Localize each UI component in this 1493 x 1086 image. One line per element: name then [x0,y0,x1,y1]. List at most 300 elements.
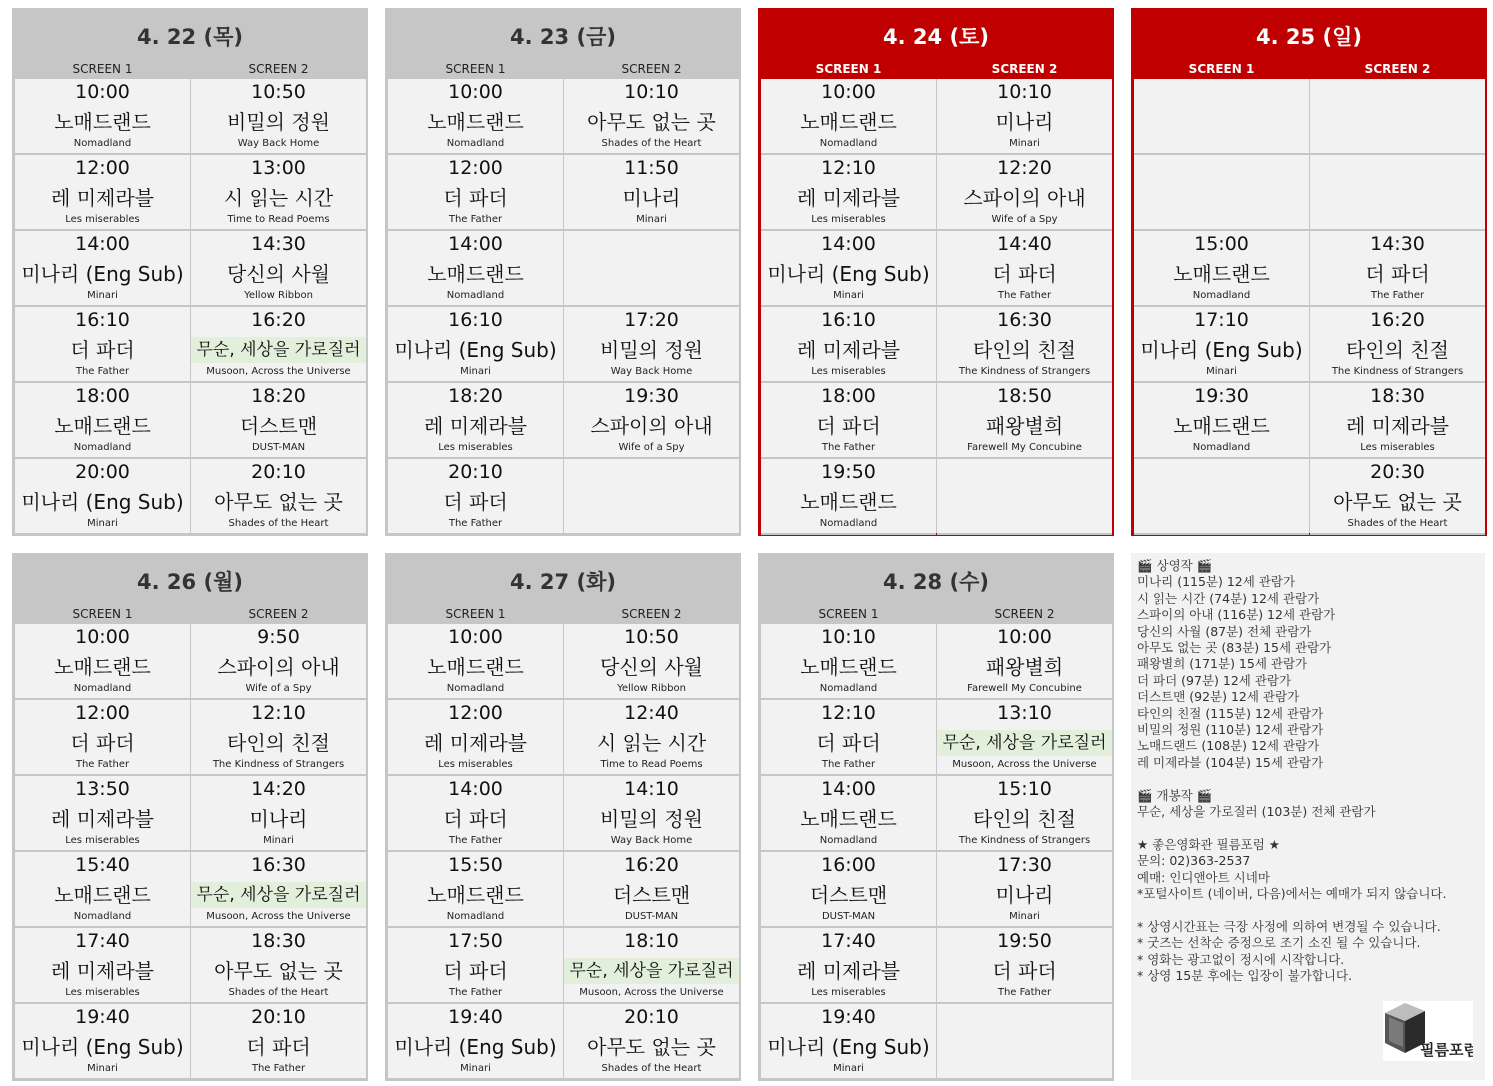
movie-title-kr: 더 파더 [246,1035,311,1059]
day-date: 4. 27 (화) [510,570,616,594]
showtime: 17:20 [624,309,679,331]
showtime-slot [15,231,190,307]
day-schedule [1131,8,1487,536]
movie-title-en: Minari [87,518,118,529]
screen1-label: SCREEN 1 [72,62,133,76]
showtime: 11:50 [624,157,679,179]
screen1-column [1134,79,1309,535]
showtime: 19:50 [997,930,1052,952]
movie-title-en: Minari [87,1063,118,1074]
movie-title-kr: 미나리 (Eng Sub) [21,490,184,514]
movie-title-kr: 아무도 없는 곳 [1333,490,1462,514]
movie-title-kr: 노매드랜드 [800,490,897,514]
movie-title-kr: 더 파더 [443,807,508,831]
showtime-slot [191,700,366,776]
showtime: 18:30 [251,930,306,952]
showtime: 10:50 [251,81,306,103]
screen1-column [15,79,190,535]
movie-title-kr: 더 파더 [443,490,508,514]
screen1-label: SCREEN 1 [1188,62,1255,76]
showtime-slot [937,231,1112,307]
showtime-slot [1134,79,1309,155]
movie-title-kr: 미나리 (Eng Sub) [21,1035,184,1059]
movie-title-kr: 미나리 (Eng Sub) [1140,338,1303,362]
showtime: 20:30 [1370,461,1425,483]
showtime-slot [388,459,563,535]
movie-title-kr: 패왕별희 [985,414,1064,438]
showtime: 18:20 [251,385,306,407]
movie-title-en: Way Back Home [610,366,693,377]
showtime: 17:40 [75,930,130,952]
screen2-label: SCREEN 2 [994,607,1055,621]
info-line: * 상영 15분 후에는 입장이 불가합니다. [1137,968,1353,983]
screen2-column [191,79,366,535]
info-line: * 영화는 광고없이 정시에 시작합니다. [1137,951,1345,967]
movie-title-en: Nomadland [819,683,878,694]
movie-title-kr: 더 파더 [816,731,881,755]
showtime-slot [761,383,936,459]
movie-title-kr: 아무도 없는 곳 [587,110,716,134]
movie-title-en: The Father [448,987,503,998]
movie-title-en: Minari [636,214,667,225]
showtime-slot [564,459,739,535]
movie-title-kr [937,489,1112,515]
showtime-slot [15,852,190,928]
movie-title-en: Nomadland [819,518,878,529]
showtime-slot [761,231,936,307]
showtime: 12:00 [75,157,130,179]
showtime-slot [191,79,366,155]
movie-title-en: Minari [833,290,864,301]
showtime-slot [564,307,739,383]
movie-title-en: DUST-MAN [821,911,876,922]
movie-title-kr: 타인의 친절 [227,731,330,755]
movie-title-en: Shades of the Heart [601,138,702,149]
movie-title-en: Musoon, Across the Universe [206,366,351,377]
screen1-column [388,79,563,535]
screen1-column [15,624,190,1080]
movie-title-en: Wife of a Spy [991,214,1058,225]
showtime-slot [388,231,563,307]
movie-title-kr: 더 파더 [70,731,135,755]
showtime-slot [937,624,1112,700]
movie-title-kr [564,261,739,287]
movie-title-en: Minari [1206,366,1237,377]
showtime-slot [15,700,190,776]
showtime-slot [564,852,739,928]
movie-title-en: Yellow Ribbon [617,683,686,694]
movie-title-kr: 노매드랜드 [427,110,524,134]
showtime-slot [15,459,190,535]
movie-title-en: The Father [821,442,876,453]
showtime-slot [388,852,563,928]
showtime: 15:10 [997,778,1052,800]
showtime-slot [761,776,936,852]
showtime: 17:40 [821,930,876,952]
movie-title-kr: 노매드랜드 [54,883,151,907]
movie-title-en: Minari [87,290,118,301]
showtime-slot [761,1004,936,1080]
movie-title-en: Nomadland [1192,442,1251,453]
showtime-slot [937,1004,1112,1080]
screen1-label: SCREEN 1 [445,607,506,621]
showtime-slot [937,776,1112,852]
movie-title-en: Shades of the Heart [228,518,329,529]
showtime-slot [191,928,366,1004]
showtime-slot [761,79,936,155]
movie-title-kr: 미나리 (Eng Sub) [394,1035,557,1059]
movie-title-kr [1134,109,1309,135]
movie-title-kr: 레 미제라블 [424,414,527,438]
showtime: 9:50 [257,626,300,648]
showtime: 15:00 [1194,233,1249,255]
showtime: 18:10 [624,930,679,952]
day-date: 4. 24 (토) [883,25,989,49]
filmforum-logo-icon [1383,1001,1473,1061]
movie-title-en: Les miserables [65,987,140,998]
movie-title-kr: 노매드랜드 [54,655,151,679]
showtime: 19:50 [821,461,876,483]
showtime: 10:10 [821,626,876,648]
day-schedule [758,8,1114,536]
screen1-column [761,624,936,1080]
movie-title-en: The Father [1370,290,1425,301]
movie-title-kr: 미나리 (Eng Sub) [21,262,184,286]
movie-title-en: Les miserables [1360,442,1435,453]
day-date: 4. 28 (수) [883,570,989,594]
showtime: 13:10 [997,702,1052,724]
info-line: 더 파더 (97분) 12세 관람가 [1137,672,1292,688]
showtime-slot [761,307,936,383]
showtime: 18:50 [997,385,1052,407]
showtime: 16:00 [821,854,876,876]
showtime-slot [388,307,563,383]
info-line: * 굿즈는 선착순 증정으로 조기 소진 될 수 있습니다. [1137,935,1421,951]
showtime: 15:50 [448,854,503,876]
showtime-slot [564,928,739,1004]
showtime: 18:00 [75,385,130,407]
showtime-slot [191,155,366,231]
movie-title-kr: 무순, 세상을 가로질러 [191,337,366,363]
showtime-slot [564,231,739,307]
screen2-column [1310,79,1485,535]
showtime-slot [15,776,190,852]
showtime-slot [1134,231,1309,307]
screen2-label: SCREEN 2 [991,62,1058,76]
movie-title-kr: 노매드랜드 [1173,414,1270,438]
movie-title-en: Shades of the Heart [1347,518,1448,529]
movie-title-en: The Father [75,759,130,770]
movie-title-kr [1134,489,1309,515]
showtime: 14:30 [251,233,306,255]
day-header [1134,11,1484,79]
showtime: 15:40 [75,854,130,876]
movie-title-en: Nomadland [446,290,505,301]
showtime-slot [564,383,739,459]
screen2-column [564,79,739,535]
movie-title-en: Nomadland [446,138,505,149]
movie-title-kr: 노매드랜드 [800,807,897,831]
movie-title-kr: 레 미제라블 [797,186,900,210]
showtime: 16:20 [1370,309,1425,331]
showtime: 10:50 [624,626,679,648]
showtime-slot [388,383,563,459]
showtime-slot [564,776,739,852]
showtime: 16:10 [75,309,130,331]
screen1-column [761,79,936,535]
showtime-slot [937,700,1112,776]
movie-title-en: The Father [448,214,503,225]
showtime: 14:00 [75,233,130,255]
showtime: 20:10 [448,461,503,483]
info-line: 스파이의 아내 (116분) 12세 관람가 [1137,607,1336,623]
showtime-slot [191,852,366,928]
showtime: 12:00 [448,702,503,724]
screen1-label: SCREEN 1 [72,607,133,621]
screen2-label: SCREEN 2 [248,607,309,621]
movie-title-en: The Father [251,1063,306,1074]
movie-title-kr: 노매드랜드 [427,883,524,907]
movie-title-kr: 타인의 친절 [1346,338,1449,362]
movie-title-en: The Father [448,518,503,529]
screen1-label: SCREEN 1 [445,62,506,76]
info-line: 문의: 02)363-2537 [1137,853,1251,869]
showtime-slot [761,928,936,1004]
showtime: 14:40 [997,233,1052,255]
showtime-slot [388,776,563,852]
svg-text:필름포럼: 필름포럼 [1420,1041,1473,1059]
day-header [15,11,365,79]
movie-title-en: The Kindness of Strangers [958,835,1091,846]
showtime-slot [388,1004,563,1080]
showtime: 17:30 [997,854,1052,876]
movie-title-en: Time to Read Poems [600,759,703,770]
info-line: 무순, 세상을 가로질러 (103분) 전체 관람가 [1137,804,1376,819]
showtime: 10:00 [448,626,503,648]
showtime-slot [564,1004,739,1080]
showtime: 14:20 [251,778,306,800]
day-schedule [385,553,741,1081]
movie-title-kr: 더스트맨 [239,414,318,438]
movie-title-en: Shades of the Heart [601,1063,702,1074]
day-date: 4. 23 (금) [510,25,616,49]
day-header [388,556,738,624]
showtime-slot [1310,155,1485,231]
movie-title-kr: 시 읽는 시간 [596,731,707,755]
movie-title-kr [1310,185,1485,211]
showtime-slot [15,383,190,459]
showtime-slot [191,459,366,535]
showtime: 16:30 [997,309,1052,331]
showtime-slot [1134,459,1309,535]
movie-title-kr: 스파이의 아내 [963,186,1086,210]
movie-title-kr: 미나리 (Eng Sub) [767,1035,930,1059]
showtime-slot [388,700,563,776]
showtime-slot [937,928,1112,1004]
showtime-slot [564,624,739,700]
movie-title-en: Minari [1009,911,1040,922]
showtime-slot [937,383,1112,459]
movie-title-en: The Father [75,366,130,377]
movie-title-kr: 노매드랜드 [54,110,151,134]
screen1-label: SCREEN 1 [818,607,879,621]
movie-title-en: Wife of a Spy [618,442,685,453]
movie-title-kr: 더 파더 [443,186,508,210]
showtime-slot [761,852,936,928]
info-line: 타인의 친절 (115분) 12세 관람가 [1137,705,1324,721]
showtime: 20:10 [251,461,306,483]
movie-title-en: Way Back Home [610,835,693,846]
showtime: 19:40 [821,1006,876,1028]
day-header [761,11,1111,79]
movie-title-kr: 무순, 세상을 가로질러 [564,958,739,984]
movie-title-en: Nomadland [446,911,505,922]
day-date: 4. 22 (목) [137,25,243,49]
showtime: 12:40 [624,702,679,724]
showtime: 20:00 [75,461,130,483]
showtime: 12:00 [75,702,130,724]
showtime-slot [761,155,936,231]
movie-title-kr: 비밀의 정원 [600,338,703,362]
showtime-slot [191,624,366,700]
showtime-slot [761,624,936,700]
movie-title-en: Les miserables [438,442,513,453]
showtime: 16:20 [251,309,306,331]
day-schedule [12,553,368,1081]
showtime: 17:50 [448,930,503,952]
movie-title-kr: 미나리 (Eng Sub) [394,338,557,362]
showtime: 19:40 [75,1006,130,1028]
movie-title-en: Nomadland [1192,290,1251,301]
movie-title-en: The Kindness of Strangers [958,366,1091,377]
info-line: 예매: 인디앤아트 시네마 [1137,869,1270,885]
showtime-slot [191,231,366,307]
movie-title-kr: 타인의 친절 [973,338,1076,362]
showtime: 14:00 [448,233,503,255]
showtime: 16:10 [448,309,503,331]
movie-title-kr [1134,185,1309,211]
movie-title-kr: 비밀의 정원 [600,807,703,831]
movie-title-en: The Kindness of Strangers [212,759,345,770]
showtime-slot [1134,383,1309,459]
movie-title-en: Shades of the Heart [228,987,329,998]
showtime: 18:30 [1370,385,1425,407]
movie-title-kr: 더스트맨 [809,883,888,907]
movie-title-kr: 더 파더 [992,959,1057,983]
movie-title-kr: 더 파더 [443,959,508,983]
showtime-slot [15,1004,190,1080]
showtime: 12:10 [251,702,306,724]
movie-title-kr: 더 파더 [1365,262,1430,286]
showtime: 19:30 [624,385,679,407]
showtime-slot [937,155,1112,231]
day-header [15,556,365,624]
showtime: 13:50 [75,778,130,800]
screen2-label: SCREEN 2 [1364,62,1431,76]
movie-title-kr: 노매드랜드 [54,414,151,438]
showtime-slot [761,459,936,535]
day-header [761,556,1111,624]
movie-title-kr: 미나리 [995,110,1054,134]
showtime-slot [937,307,1112,383]
movie-title-kr: 더 파더 [816,414,881,438]
movie-title-en: Time to Read Poems [227,214,330,225]
movie-title-en: The Kindness of Strangers [1331,366,1464,377]
movie-title-en: DUST-MAN [624,911,679,922]
movie-title-en: Minari [460,366,491,377]
movie-title-kr: 아무도 없는 곳 [587,1035,716,1059]
screen2-label: SCREEN 2 [621,62,682,76]
showtime-slot [15,307,190,383]
movie-title-kr: 미나리 [995,883,1054,907]
movie-title-kr: 노매드랜드 [1173,262,1270,286]
movie-title-en: The Father [448,835,503,846]
showtime-slot [1310,307,1485,383]
showtime: 14:00 [448,778,503,800]
showtime-slot [388,79,563,155]
showtime: 19:40 [448,1006,503,1028]
showtime: 10:00 [821,81,876,103]
movie-title-en: Way Back Home [237,138,320,149]
movie-title-kr [1310,109,1485,135]
movie-title-kr [564,489,739,515]
screen2-column [564,624,739,1080]
showtime: 16:20 [624,854,679,876]
movie-title-kr: 더 파더 [70,338,135,362]
showtime: 10:00 [75,626,130,648]
showtime-slot [191,1004,366,1080]
info-line: 더스트맨 (92분) 12세 관람가 [1137,689,1300,705]
movie-title-kr: 레 미제라블 [51,186,154,210]
screen2-label: SCREEN 2 [621,607,682,621]
showtime-slot [564,700,739,776]
movie-title-kr: 레 미제라블 [797,959,900,983]
movie-title-en: Musoon, Across the Universe [579,987,724,998]
screen1-label: SCREEN 1 [815,62,882,76]
movie-title-en: Les miserables [438,759,513,770]
movie-title-en: Nomadland [819,835,878,846]
movie-title-en: Nomadland [73,442,132,453]
movie-title-kr: 아무도 없는 곳 [214,490,343,514]
movie-title-en: Farewell My Concubine [967,442,1082,453]
showtime-slot [1134,307,1309,383]
showtime: 13:00 [251,157,306,179]
info-line: 시 읽는 시간 (74분) 12세 관람가 [1137,590,1320,606]
movie-title-en: Nomadland [73,911,132,922]
info-line: 🎬 개봉작 🎬 [1137,787,1213,803]
movie-title-en: Les miserables [65,835,140,846]
movie-title-en: The Father [997,987,1052,998]
movie-title-kr: 노매드랜드 [427,655,524,679]
day-header [388,11,738,79]
movie-title-kr: 노매드랜드 [800,110,897,134]
movie-title-kr: 무순, 세상을 가로질러 [191,882,366,908]
showtime: 14:00 [821,233,876,255]
day-schedule [12,8,368,536]
showtime: 18:00 [821,385,876,407]
showtime-slot [191,383,366,459]
movie-title-en: Musoon, Across the Universe [952,759,1097,770]
movie-title-en: DUST-MAN [251,442,306,453]
showtime: 12:10 [821,157,876,179]
showtime-slot [937,852,1112,928]
showtime-slot [937,79,1112,155]
showtime-slot [388,155,563,231]
showtime-slot [388,624,563,700]
showtime: 10:00 [997,626,1052,648]
info-line: 미나리 (115분) 12세 관람가 [1137,574,1296,590]
showtime-slot [191,307,366,383]
